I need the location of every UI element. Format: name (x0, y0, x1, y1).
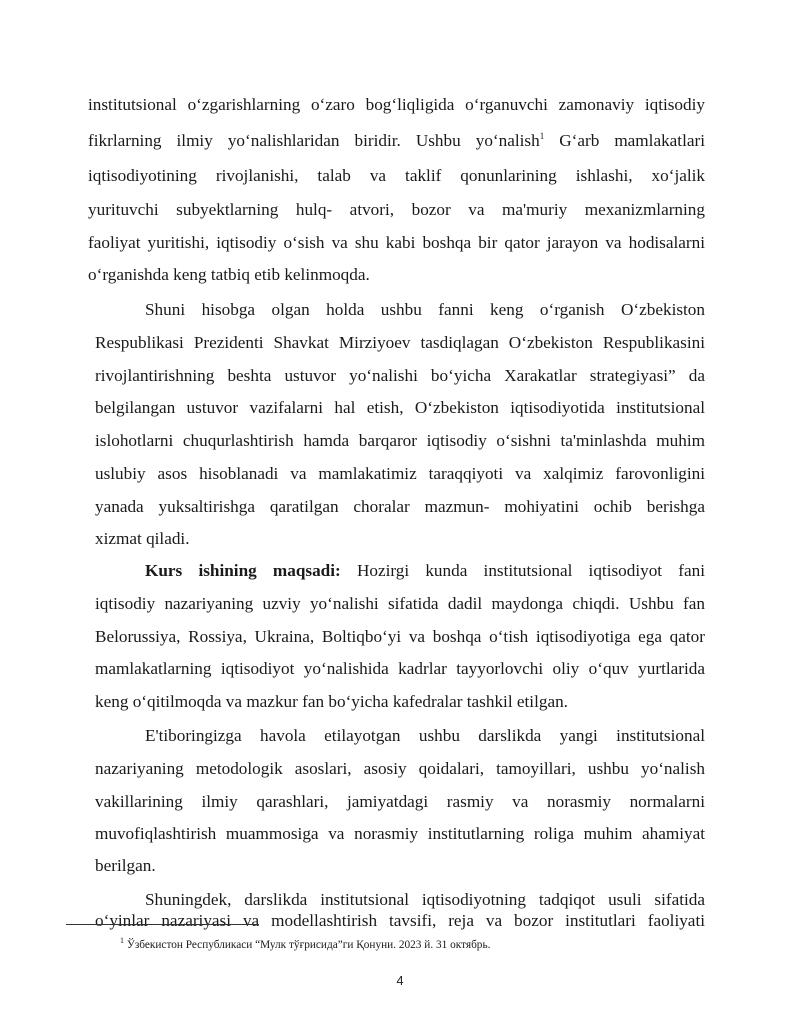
body-line: o‘rganishda keng tatbiq etib kelinmoqda. (88, 265, 370, 284)
footnote-text: Ўзбекистон Республикаси “Мулк тўғрисида”ги Қонуни. 2023 й. 31 октябрь. (126, 939, 491, 951)
body-line: iqtisodiyotining rivojlanishi, talab va taklif qonunlarining ishlashi, xo‘jalik (88, 166, 705, 185)
body-line (145, 562, 705, 579)
page-number: 4 (396, 973, 404, 988)
body-line: Belorussiya, Rossiya, Ukraina, Boltiqbo‘yi va boshqa o‘tish iqtisodiyotiga ega qator (95, 627, 705, 646)
body-line: belgilangan ustuvor vazifalarni hal etish, O‘zbekiston iqtisodiyotida institutsional (95, 398, 705, 417)
footnote-reference[interactable]: 1 (539, 131, 545, 141)
body-line: vakillarining ilmiy qarashlari, jamiyatdagi rasmiy va norasmiy normalarni (95, 792, 705, 811)
footnote (120, 936, 491, 951)
section-heading: Kurs ishining maqsadi: (145, 561, 341, 580)
body-line: E'tiboringizga havola etilayotgan ushbu darslikda yangi institutsional (145, 726, 705, 745)
body-line: berilgan. (95, 856, 156, 875)
body-text: Hozirgi kunda institutsional iqtisodiyot fani (356, 561, 706, 580)
body-text: fikrlarning ilmiy yo‘nalishlaridan biridir. Ushbu yo‘nalish (88, 131, 540, 150)
body-line: yurituvchi subyektlarning hulq- atvori, bozor va ma'muriy mexanizmlarning (88, 200, 705, 219)
body-line: uslubiy asos hisoblanadi va mamlakatimiz taraqqiyoti va xalqimiz farovonligini (95, 464, 705, 483)
body-line: nazariyaning metodologik asoslari, asosiy qoidalari, tamoyillari, ushbu yo‘nalish (95, 759, 705, 778)
body-line: rivojlantirishning beshta ustuvor yo‘nalishi bo‘yicha Xarakatlar strategiyasi” da (95, 366, 705, 385)
body-line: iqtisodiy nazariyaning uzviy yo‘nalishi sifatida dadil maydonga chiqdi. Ushbu fan (95, 594, 705, 613)
body-line: keng o‘qitilmoqda va mazkur fan bo‘yicha kafedralar tashkil etilgan. (95, 692, 568, 711)
body-line: yanada yuksaltirishga qaratilgan choralar mazmun- mohiyatini ochib berishga (95, 497, 705, 516)
body-line: islohotlarni chuqurlashtirish hamda barqaror iqtisodiy o‘sishni ta'minlashda muhim (95, 431, 705, 450)
footnote-mark: 1 (120, 936, 124, 945)
body-line: Respublikasi Prezidenti Shavkat Mirziyoev tasdiqlagan O‘zbekiston Respublikasini (95, 333, 705, 352)
footnote-separator (66, 924, 259, 925)
body-line: Shuningdek, darslikda institutsional iqtisodiyotning tadqiqot usuli sifatida (145, 890, 705, 909)
body-line: muvofiqlashtirish muammosiga va norasmiy institutlarning roliga muhim ahamiyat (95, 824, 705, 843)
body-line: Shuni hisobga olgan holda ushbu fanni keng o‘rganish O‘zbekiston (145, 300, 705, 319)
body-line: xizmat qiladi. (95, 529, 190, 548)
body-line: o‘yinlar nazariyasi va modellashtirish tavsifi, reja va bozor institutlari faoliyati (95, 911, 705, 930)
body-line: mamlakatlarning iqtisodiyot yo‘nalishida kadrlar tayyorlovchi oliy o‘quv yurtlarida (95, 659, 705, 678)
body-line: institutsional o‘zgarishlarning o‘zaro bog‘liqligida o‘rganuvchi zamonaviy iqtisodiy (88, 95, 705, 114)
body-text: G‘arb mamlakatlari (559, 131, 705, 150)
body-line: faoliyat yuritishi, iqtisodiy o‘sish va shu kabi boshqa bir qator jarayon va hodisalarni (88, 233, 705, 252)
body-line (88, 132, 705, 149)
